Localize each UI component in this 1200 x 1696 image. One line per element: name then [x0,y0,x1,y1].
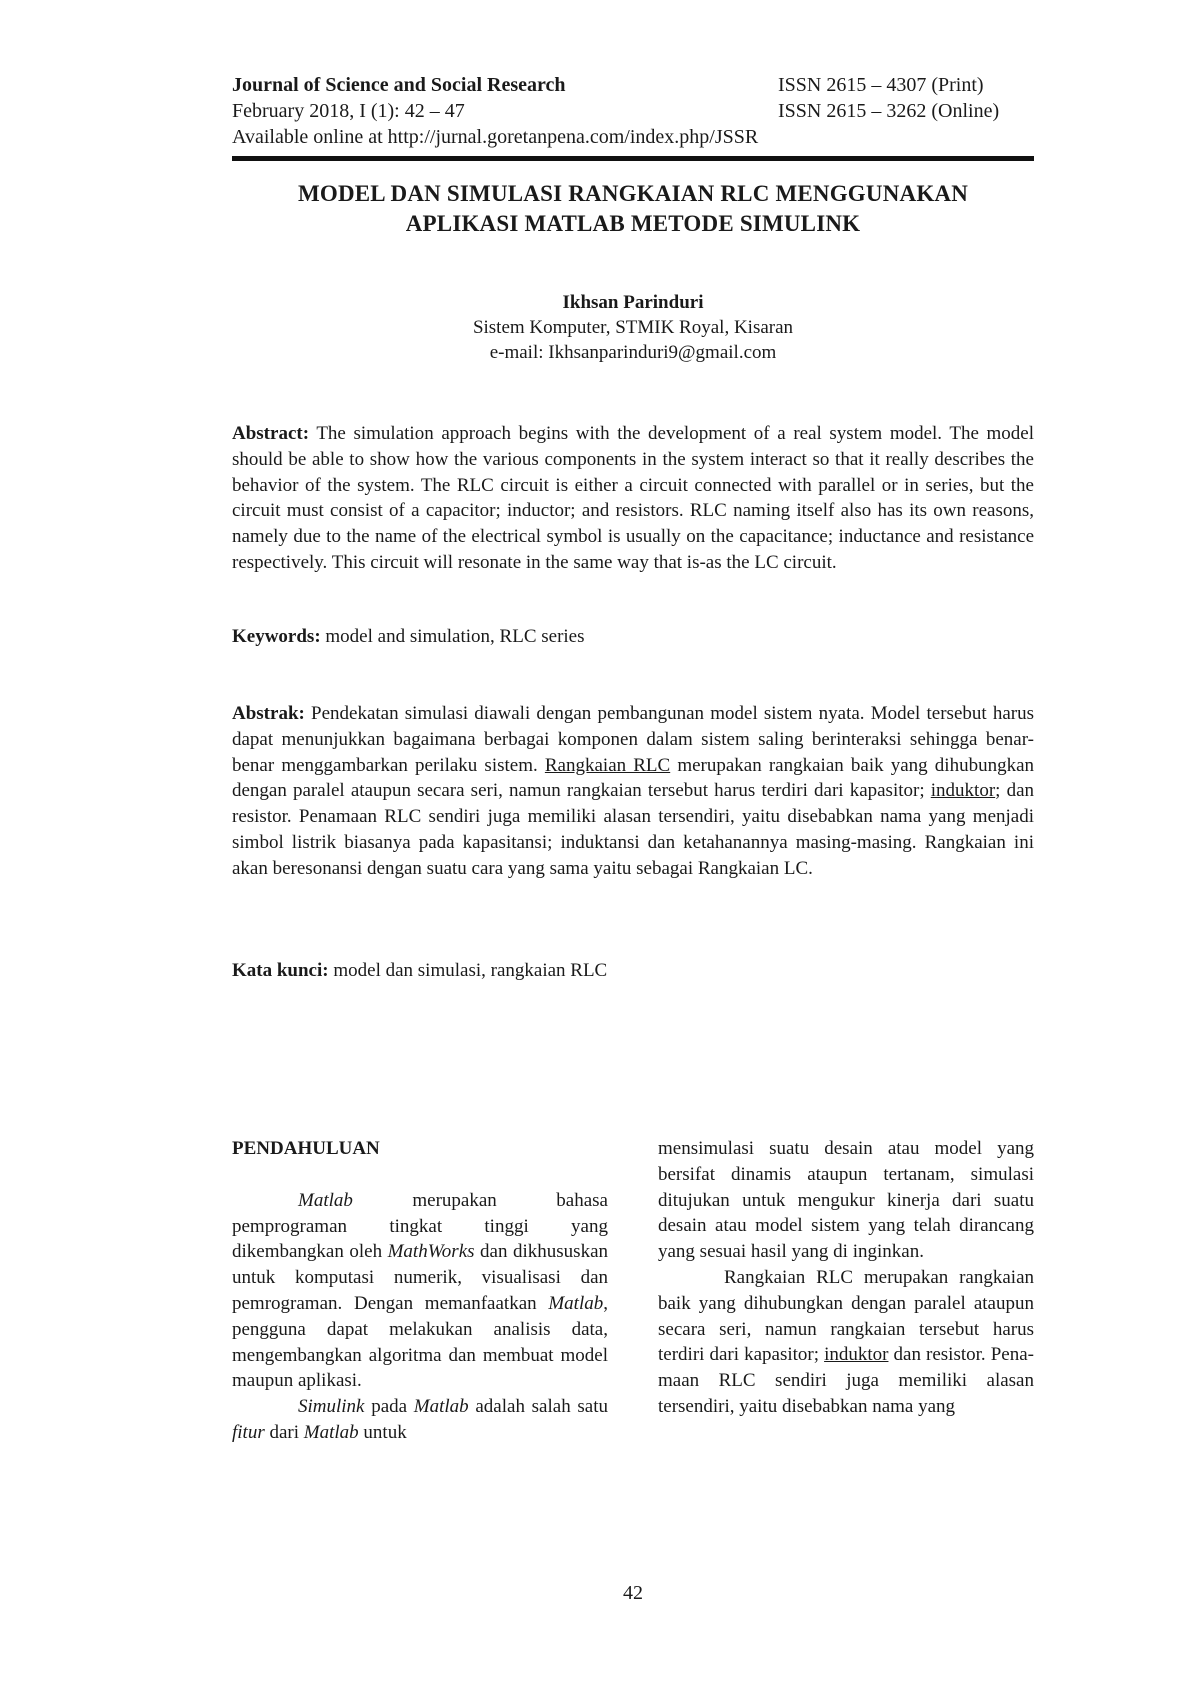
italic-term: Matlab [298,1189,353,1211]
abstrak-text-3: ; dan resistor. Penamaan RLC sendiri juga memiliki alasan tersendiri, yaitu disebabkan nama yang menjadi simbol listrik biasanya pada kapasitansi; induktansi dan ketahanannya masing-masing. Rangkaian ini akan beresonansi dengan suatu cara yang sama yaitu sebagai Rangkaian LC. [232,780,1035,879]
abstrak-underline-2: induktor [930,780,996,802]
italic-term: Matlab [303,1421,359,1443]
body-column-left [232,1136,608,1446]
kata-kunci-label: Kata kunci: [232,960,329,981]
body-paragraph [658,1265,1034,1420]
keywords-indonesian [232,958,1034,984]
body-paragraph [232,1394,608,1446]
author-email: e-mail: Ikhsanparinduri9@gmail.com [489,342,777,363]
abstrak-underline-1: Rangkaian RLC [544,754,671,776]
abstract-english [232,421,1034,576]
abstrak-text-1: Pendekatan simulasi diawali dengan pembangunan model sistem nyata. Model tersebut harus dapat menunjukkan bagaimana berbagai komponen dalam sistem saling berinteraksi sehingga benar-benar menggambarkan perilaku sistem. [232,703,1034,776]
paragraph-text: adalah salah satu [468,1396,608,1418]
journal-issue: February 2018, I (1): 42 – 47 [232,100,465,122]
issn-online: ISSN 2615 – 3262 (Online) [778,100,1000,122]
issn-print: ISSN 2615 – 4307 (Print) [778,74,984,96]
abstract-indonesian [232,701,1034,882]
abstrak-label: Abstrak: [232,703,305,724]
kata-kunci-text: model dan simulasi, rangkaian RLC [328,960,608,981]
paragraph-text: merupakan bahasa pemprograman tingkat tinggi yang dikembangkan oleh [232,1189,608,1263]
body-column-right [658,1136,1034,1420]
keywords-label: Keywords: [232,626,321,647]
header-rule [232,156,1034,161]
journal-name: Journal of Science and Social Research [232,74,566,96]
paragraph-text: Rangkaian RLC merupakan rangkaian baik yang dihubungkan dengan paralel ataupun secara seri, namun rangkaian tersebut harus terdiri dari kapasitor; [658,1266,1034,1366]
keywords-text: model and simulation, RLC series [320,626,585,647]
author-block [232,290,1034,365]
journal-header-left [232,72,758,150]
page-number: 42 [623,1582,643,1604]
keywords-english [232,624,1034,650]
paper-title [232,179,1034,239]
title-line-1: MODEL DAN SIMULASI RANGKAIAN RLC MENGGUNAKAN [297,181,969,206]
italic-term: Matlab [548,1292,604,1314]
paragraph-text: untuk [358,1421,407,1443]
paragraph-text: pada [364,1396,414,1418]
underlined-term: induktor [824,1344,889,1366]
body-paragraph: mensimulasi suatu desain atau model yang bersifat dinamis ataupun tertanam, simulasi ditujukan untuk mengukur kinerja dari suatu desain atau model sistem yang telah dirancang yang sesuai hasil yang di inginkan. [658,1138,1034,1263]
paragraph-text: dari [264,1421,304,1443]
journal-url: Available online at http://jurnal.goretanpena.com/index.php/JSSR [232,126,759,148]
abstract-text: The simulation approach begins with the development of a real system model. The model should be able to show how the various components in the system interact so that it really describes the behavior of the system. The RLC circuit is either a circuit connected with parallel or in series, but the circuit must consist of a capacitor; inductor; and resistors. RLC naming itself also has its own reasons, namely due to the name of the electrical symbol is usually on the capacitance; inductance and resistance respectively. This circuit will resonate in the same way that is-as the LC circuit. [232,423,1034,573]
italic-term: Simulink [298,1396,365,1418]
author-name: Ikhsan Parinduri [562,292,704,313]
paragraph-text: dan resistor. Penamaan RLC sendiri juga memiliki alasan tersendiri, yaitu disebabkan nama yang [658,1344,1034,1417]
journal-header-right [778,72,999,124]
italic-term: fitur [232,1421,265,1443]
section-heading: PENDAHULUAN [232,1138,380,1159]
paragraph-text: dan dikhususkan untuk komputasi numerik, visualisasi dan pemrograman. Dengan memanfaatkan [232,1241,608,1314]
title-line-2: APLIKASI MATLAB METODE SIMULINK [405,211,861,236]
paragraph-text: , pengguna dapat melakukan analisis data, mengembangkan algoritma dan membuat model maupun aplikasi. [232,1292,608,1392]
author-affiliation: Sistem Komputer, STMIK Royal, Kisaran [472,317,794,338]
abstrak-text-2: merupakan rangkaian baik yang dihubungkan dengan paralel ataupun secara seri, namun rangkaian tersebut harus terdiri dari kapasitor; [232,754,1034,802]
italic-term: Matlab [413,1396,469,1418]
abstract-label: Abstract: [232,423,310,444]
body-paragraph [232,1188,608,1394]
italic-term: MathWorks [387,1241,475,1263]
